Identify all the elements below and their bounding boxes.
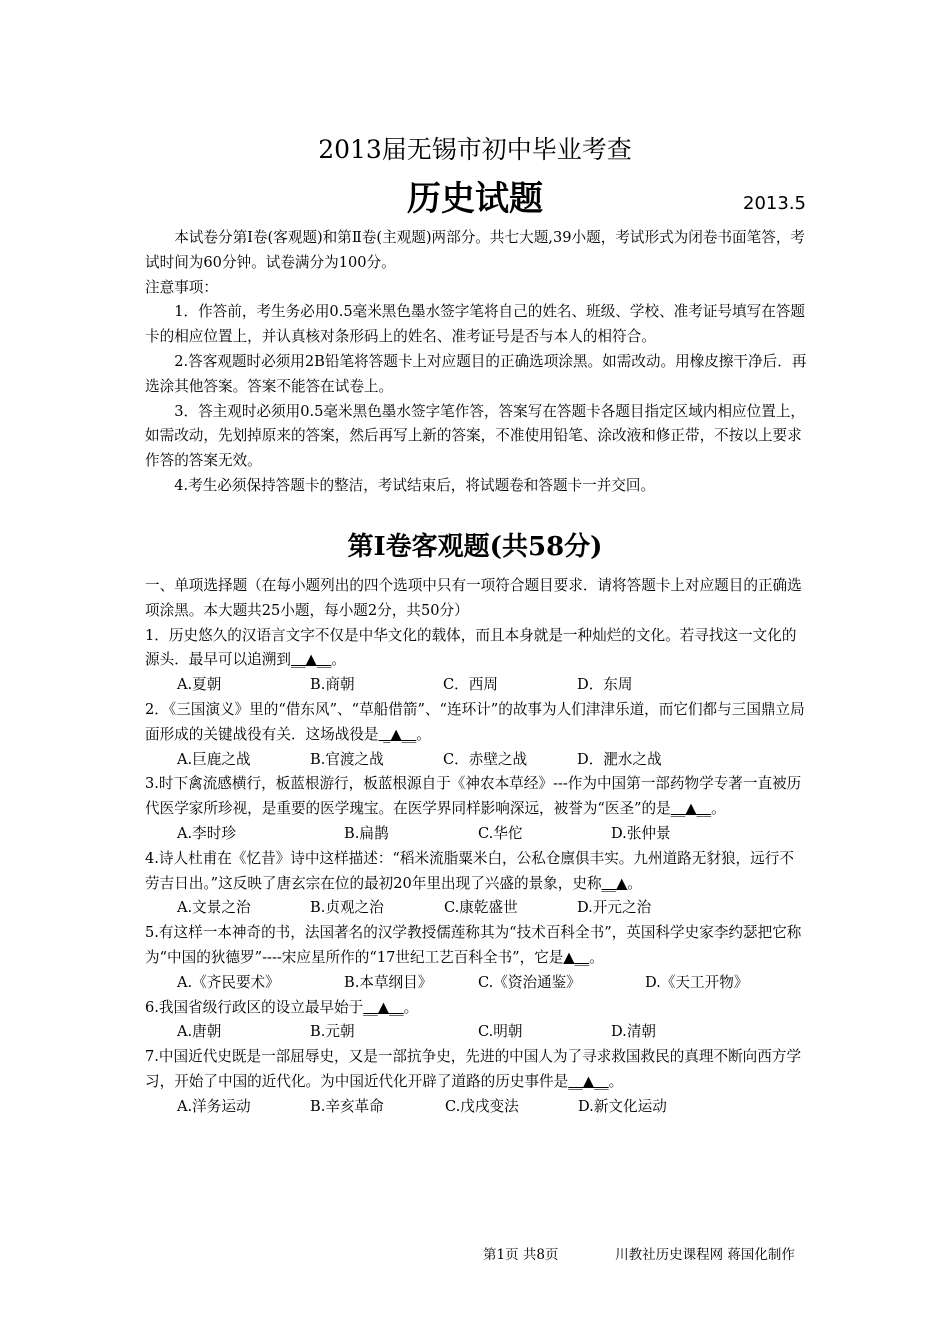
exam-title: 2013届无锡市初中毕业考查 — [318, 135, 632, 164]
option-d: D．淝水之战 — [577, 750, 662, 768]
footer-credit: 川教社历史课程网 蒋国化制作 — [615, 1247, 795, 1263]
option-a: A.夏朝 — [177, 676, 222, 694]
answer-blank: __▲__ — [568, 1072, 609, 1090]
notice-item: 3．答主观时必须用0.5毫米黑色墨水签字笔作答，答案写在答题卡各题目指定区域内相应位置上，如需改动，先划掉原来的答案，然后再写上新的答案，不准使用铅笔、涂改液和修正带，不按以上要求作答的答案无效。 — [145, 402, 806, 470]
option-c: C．西周 — [443, 676, 498, 694]
option-a: A.李时珍 — [177, 824, 236, 842]
options-row — [145, 971, 807, 996]
question-4 — [145, 847, 807, 921]
answer-blank: __▲__ — [290, 651, 332, 669]
question-6 — [145, 996, 807, 1046]
question-7 — [145, 1045, 807, 1119]
question-1 — [145, 624, 807, 698]
option-b: B.辛亥革命 — [310, 1097, 384, 1115]
intro-paragraph: 本试卷分第Ⅰ卷(客观题)和第Ⅱ卷(主观题)两部分。共七大题,39小题，考试形式为闭卷书面笔答，考试时间为60分钟。试卷满分为100分。 — [145, 229, 806, 271]
option-a: A.唐朝 — [177, 1023, 222, 1041]
options-row — [145, 1095, 807, 1120]
option-b: B.贞观之治 — [310, 899, 384, 917]
question-stem: 7.中国近代史既是一部屈辱史，又是一部抗争史，先进的中国人为了寻求救国救民的真理不断向西方学习，开始了中国的近代化。为中国近代化开辟了道路的历史事件是__▲__。 — [145, 1048, 802, 1090]
options-row — [145, 896, 807, 921]
option-c: C.明朝 — [478, 1023, 523, 1041]
question-stem: 5.有这样一本神奇的书，法国著名的汉学教授儒莲称其为“技术百科全书”，英国科学史家李约瑟把它称为“中国的狄德罗”----宋应星所作的“17世纪工艺百科全书”，它是▲__。 — [145, 924, 802, 966]
option-a: A.《齐民要术》 — [177, 973, 280, 991]
option-d: D.《天工开物》 — [645, 973, 749, 991]
question-stem: 2．《三国演义》里的“借东风”、“草船借箭”、“连环计”的故事为人们津津乐道，而它们都与三国鼎立局面形成的关键战役有关．这场战役是 _▲__。 — [145, 700, 805, 743]
option-c: C.《资治通鉴》 — [478, 973, 581, 991]
option-b: B.本草纲目》 — [344, 973, 433, 991]
part-heading: 一、单项选择题（在每小题列出的四个选项中只有一项符合题目要求．请将答题卡上对应题目的正确选项涂黑。本大题共25小题，每小题2分，共50分） — [145, 577, 802, 619]
option-c: C.华佗 — [478, 824, 523, 842]
options-row — [145, 748, 807, 773]
answer-blank: __▲ — [601, 874, 628, 892]
notice-item: 2.答客观题时必须用2B铅笔将答题卡上对应题目的正确选项涂黑。如需改动。用橡皮擦干净后．再选涂其他答案。答案不能答在试卷上。 — [145, 352, 807, 395]
option-d: D.张仲景 — [611, 824, 671, 842]
options-row — [145, 673, 807, 698]
options-row — [145, 822, 807, 847]
option-a: A.文景之治 — [177, 899, 251, 917]
subject-title: 历史试题 — [407, 179, 543, 219]
question-stem: 1．历史悠久的汉语言文字不仅是中华文化的载体，而且本身就是一种灿烂的文化。若寻找这一文化的源头．最早可以追溯到__▲__。 — [145, 626, 797, 669]
option-d: D.清朝 — [611, 1023, 657, 1041]
option-d: D.新文化运动 — [578, 1097, 667, 1115]
option-c: C.康乾盛世 — [444, 899, 518, 917]
option-b: B.官渡之战 — [310, 750, 384, 768]
option-b: B.元朝 — [310, 1023, 355, 1041]
exam-date: 2013.5 — [743, 193, 806, 214]
answer-blank: ▲__ — [563, 948, 590, 966]
option-c: C．赤壁之战 — [443, 750, 528, 768]
option-a: A.洋务运动 — [177, 1097, 251, 1115]
option-b: B.扁鹊 — [344, 824, 389, 842]
question-2 — [145, 698, 807, 772]
notice-item: 4.考生必须保持答题卡的整洁，考试结束后，将试题卷和答题卡一并交回。 — [174, 476, 656, 494]
answer-blank: __▲__ — [670, 800, 712, 818]
option-d: D.开元之治 — [577, 899, 652, 917]
question-stem: 6.我国省级行政区的设立最早始于__▲__。 — [145, 998, 419, 1016]
answer-blank: __▲__ — [363, 998, 404, 1016]
question-stem: 4.诗人杜甫在《忆昔》诗中这样描述：“稻米流脂粟米白，公私仓廪俱丰实。九州道路无豺狼，远行不劳吉日出。”这反映了唐玄宗在位的最初20年里出现了兴盛的景象，史称__▲。 — [145, 849, 794, 892]
page-number: 第1页 共8页 — [483, 1247, 559, 1263]
question-5 — [145, 921, 807, 995]
section-title: 第Ⅰ卷客观题(共58分) — [347, 532, 603, 562]
page-footer — [483, 1244, 795, 1266]
answer-blank: _▲__ — [378, 725, 417, 743]
option-c: C.戊戌变法 — [445, 1097, 519, 1115]
questions-block — [145, 574, 807, 1120]
instructions-block — [145, 226, 807, 499]
notice-label: 注意事项： — [145, 278, 218, 296]
question-stem: 3.时下禽流感横行，板蓝根游行，板蓝根源自于《神农本草经》---作为中国第一部药物学专著一直被历代医学家所珍视，是重要的医学瑰宝。在医学界同样影响深远，被誉为“医圣”的是__▲__。 — [145, 775, 802, 818]
question-3 — [145, 772, 807, 846]
options-row — [145, 1020, 807, 1045]
option-a: A.巨鹿之战 — [177, 750, 251, 768]
notice-item: 1．作答前，考生务必用0.5毫米黑色墨水签字笔将自己的姓名、班级、学校、准考证号填写在答题卡的相应位置上，并认真核对条形码上的姓名、准考证号是否与本人的相符合。 — [145, 303, 806, 346]
option-d: D．东周 — [577, 676, 633, 694]
option-b: B.商朝 — [310, 676, 355, 694]
